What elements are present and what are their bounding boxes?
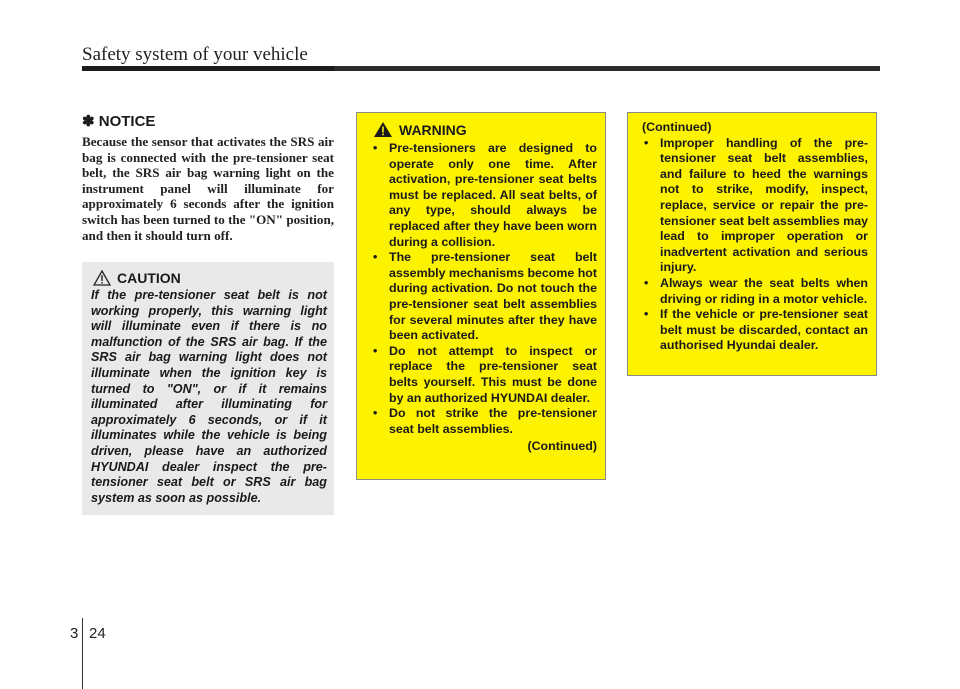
notice-body: Because the sensor that activates the SRS air bag is connected with the pre-tensioner seat belt, the SRS air bag warning light on the instrument panel will illuminate for approximately 6 seconds after the ignition switch has been turned to the "ON" position, and then it should turn off. <box>82 134 334 243</box>
bullet-icon: • <box>373 406 378 421</box>
caution-body: If the pre-tensioner seat belt is not working properly, this warning light will illuminate even if there is no malfunction of the SRS air bag. If the SRS air bag warning light does not illuminate when the ignition key is turned to "ON", or if it remains illuminated after illuminating for approximately 6 seconds, or if it illuminates while the vehicle is being driven, please have an authorized HYUNDAI dealer inspect the pre-tensioner seat belt or SRS air bag system as soon as possible. <box>91 288 327 505</box>
caution-heading <box>93 270 327 286</box>
continued-list <box>636 136 868 354</box>
continued-item: • Always wear the seat belts when driving or riding in a motor vehicle. <box>644 275 868 306</box>
warning-title: WARNING <box>399 121 467 138</box>
warning-heading <box>373 121 597 138</box>
page-number: 24 <box>89 625 106 642</box>
warning-triangle-icon <box>373 121 393 138</box>
bullet-icon: • <box>373 343 378 358</box>
page-header-title: Safety system of your vehicle <box>82 44 308 65</box>
notice-title: NOTICE <box>98 113 156 130</box>
warning-box <box>356 112 606 480</box>
caution-title: CAUTION <box>117 270 181 286</box>
bullet-icon: • <box>373 141 378 155</box>
continued-warning-box <box>627 112 877 376</box>
chapter-number: 3 <box>70 625 79 642</box>
bullet-icon: • <box>373 250 378 265</box>
warning-item: • Pre-tensioners are designed to operate only one time. After activation, pre-tensioner seat belts must be replaced. All seat belts, of any type, should always be replaced after they have been worn during a collision. <box>373 141 597 249</box>
warning-list <box>365 141 597 437</box>
warning-item: • Do not strike the pre-tensioner seat belt assemblies. <box>373 406 597 436</box>
warning-item: • The pre-tensioner seat belt assembly mechanisms become hot during activation. Do not touch the pre-tensioner seat belt assemblies for several minutes after they have been activated. <box>373 250 597 343</box>
notice-heading <box>82 112 334 130</box>
warning-continued-label: (Continued) <box>527 439 597 454</box>
notice-section <box>82 112 334 243</box>
continued-heading: (Continued) <box>642 120 712 134</box>
warning-item: • Do not attempt to inspect or replace the pre-tensioner seat belts yourself. This must be done by an authorized HYUNDAI dealer. <box>373 343 597 405</box>
notice-icon: ✽ <box>82 113 95 130</box>
caution-box <box>82 262 334 515</box>
header-divider-accent <box>82 66 334 71</box>
bullet-icon: • <box>644 275 649 290</box>
bullet-icon: • <box>644 135 649 150</box>
continued-item: • If the vehicle or pre-tensioner seat belt must be discarded, contact an authorised Hyundai dealer. <box>644 307 868 353</box>
bullet-icon: • <box>644 307 649 322</box>
continued-item: • Improper handling of the pre-tensioner seat belt assemblies, and failure to heed the warnings not to strike, modify, inspect, replace, service or repair the pre-tensioner seat belt assemblies may lead to improper operation or inadvertent activation and serious injury. <box>644 135 868 275</box>
caution-triangle-icon <box>93 270 111 286</box>
footer-divider <box>82 618 83 689</box>
